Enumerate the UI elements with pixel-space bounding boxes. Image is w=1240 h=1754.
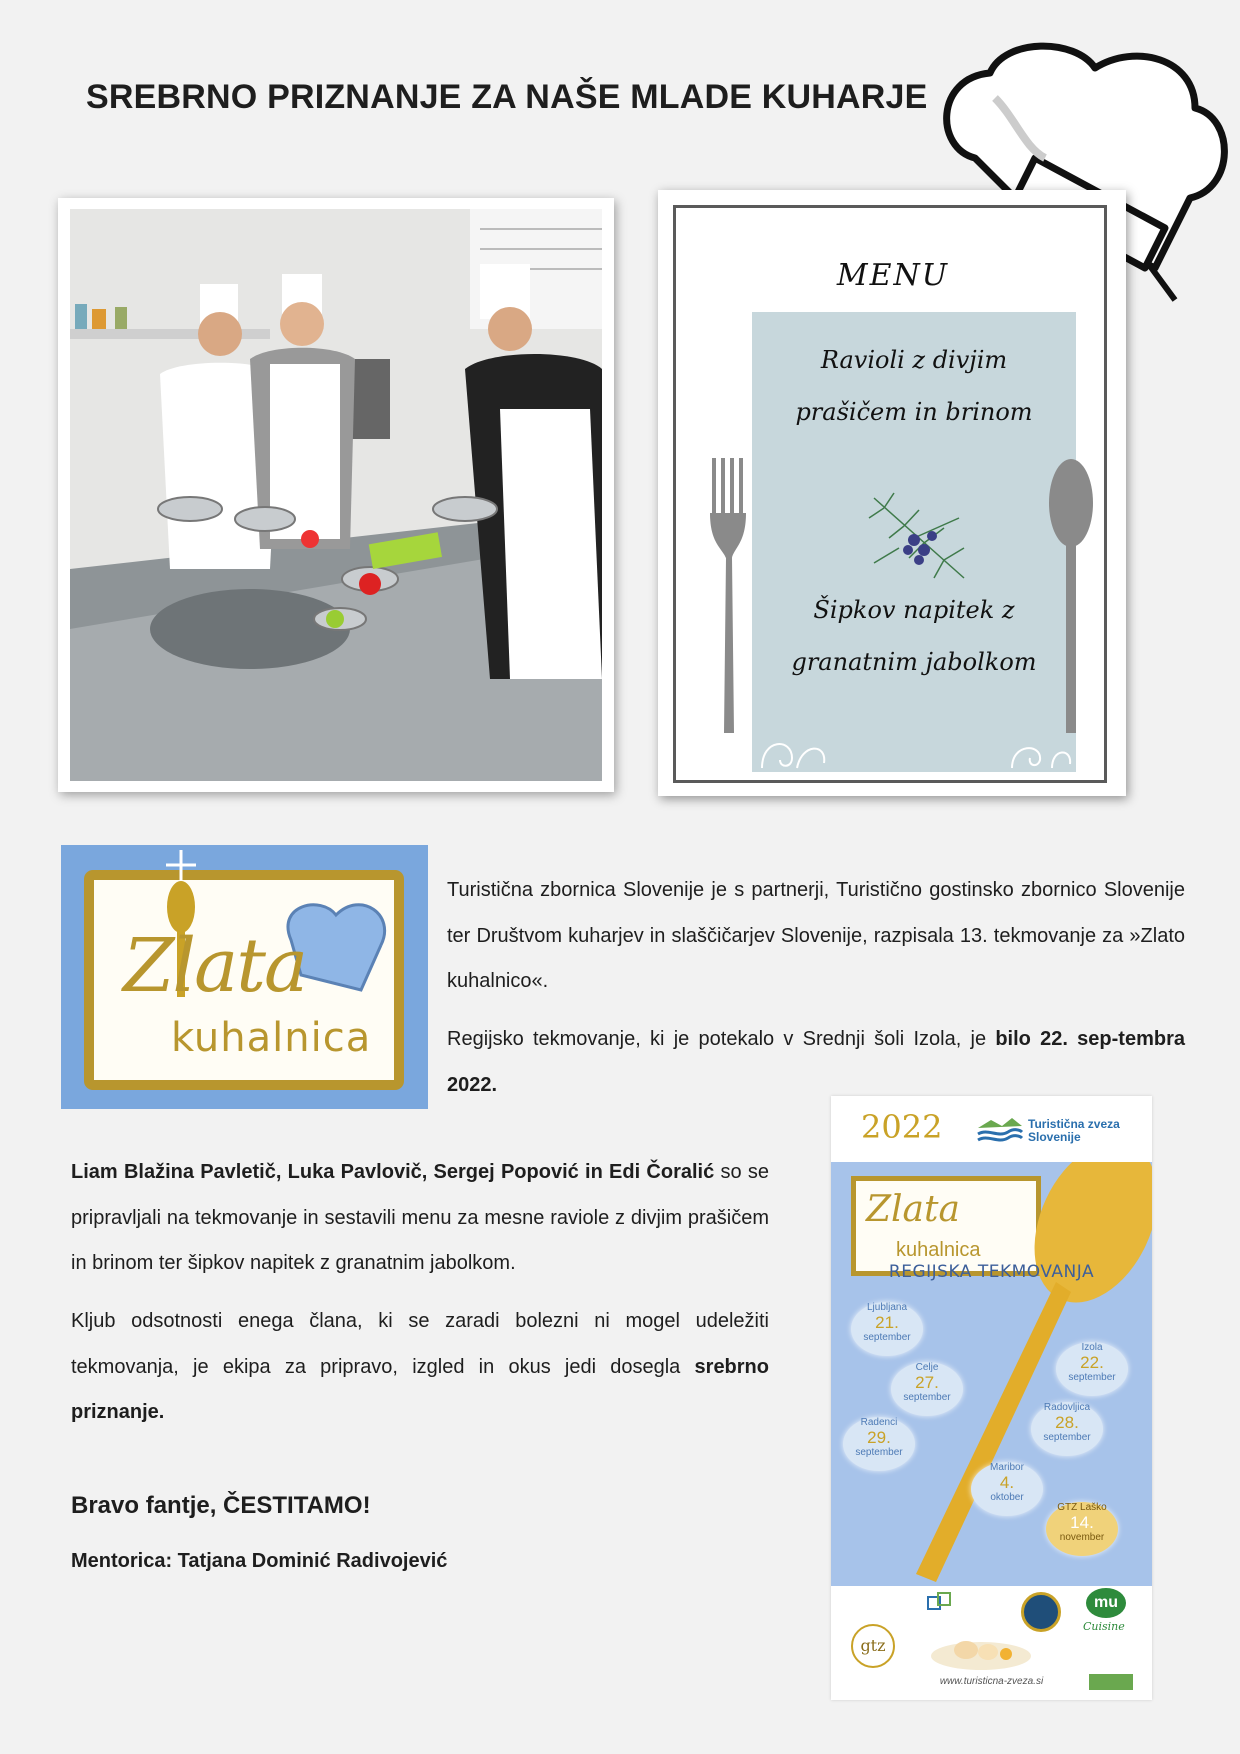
event-day: 21. (875, 1313, 899, 1332)
event-place: Maribor (990, 1462, 1024, 1473)
team-names: Liam Blažina Pavletič, Luka Pavlovič, Sergej Popović in Edi Čoralić (71, 1161, 715, 1183)
event-ljubljana (851, 1302, 923, 1356)
event-place: GTZ Laško (1057, 1502, 1107, 1513)
event-celje (891, 1362, 963, 1416)
event-day: 14. (1070, 1513, 1094, 1532)
spoon-icon (1046, 458, 1096, 738)
logo-word-kuhalnica: kuhalnica (171, 1015, 372, 1061)
event-day: 4. (999, 1473, 1015, 1492)
competition-date: bilo 22. sep-tembra 2022. (447, 1028, 1185, 1096)
tz-slovenije-logo (976, 1114, 1146, 1148)
gtz-logo: gtz (851, 1624, 895, 1668)
menu-panel (752, 312, 1076, 772)
team-paragraph-2-text: Kljub odsotnosti enega člana, ki se zaradi bolezni ni mogel udeležiti tekmovanja, je ekipa za pripravo, izgled in okus jedi dosegla (71, 1310, 769, 1378)
dish-1-line-2: prašičem in brinom (795, 398, 1033, 426)
menu-swirl-decoration (752, 728, 1076, 772)
eggs-flour-illustration (926, 1626, 1036, 1672)
tz-wave-icon (976, 1116, 1024, 1144)
poster-blue-panel (831, 1162, 1152, 1586)
mu-logo: mu (1086, 1588, 1126, 1618)
poster-logo-kuhalnica: kuhalnica (896, 1239, 981, 1261)
event-place: Ljubljana (866, 1302, 908, 1313)
event-month: september (855, 1447, 903, 1458)
zlata-kuhalnica-logo (61, 845, 428, 1109)
event-place: Izola (1081, 1342, 1103, 1353)
event-lasko (1046, 1502, 1118, 1556)
intro-paragraph-2-text: Regijsko tekmovanje, ki je potekalo v Srednji šoli Izola, je (447, 1028, 996, 1050)
event-day: 28. (1055, 1413, 1079, 1432)
fork-icon (708, 458, 750, 738)
event-month: september (903, 1392, 951, 1403)
regional-competitions-title: REGIJSKA TEKMOVANJA (888, 1262, 1095, 1282)
event-day: 27. (915, 1373, 939, 1392)
event-izola (1056, 1342, 1128, 1396)
competition-poster (831, 1096, 1152, 1700)
tz-name-line-2: Slovenije (1028, 1130, 1081, 1144)
menu-border (673, 205, 1107, 783)
team-paragraph-1 (71, 1150, 769, 1287)
event-place: Celje (915, 1362, 939, 1373)
dish-1-line-1: Ravioli z divjim (820, 346, 1008, 374)
event-day: 22. (1080, 1353, 1104, 1372)
menu-card (658, 190, 1126, 796)
dish-2-line-1: Šipkov napitek z (813, 596, 1015, 624)
team-photo (70, 209, 602, 781)
mu-logo-subtitle: Cuisine (1083, 1620, 1125, 1633)
i-feel-slovenia-badge (1089, 1674, 1133, 1690)
intro-paragraph-2 (447, 1017, 1185, 1108)
menu-title: MENU (836, 258, 950, 293)
congratulations: Bravo fantje, ČESTITAMO! (71, 1492, 371, 1519)
event-month: november (1059, 1532, 1105, 1543)
dish-2-line-2: granatnim jabolkom (791, 648, 1037, 676)
event-month: september (1043, 1432, 1091, 1443)
event-day: 29. (867, 1428, 891, 1447)
logo-word-zlata: Zlata (123, 923, 307, 1009)
poster-logo-zlata: Zlata (866, 1189, 960, 1230)
award-text: srebrno priznanje. (71, 1355, 769, 1423)
event-maribor (971, 1462, 1043, 1516)
team-photo-frame (58, 198, 614, 792)
poster-url: www.turisticna-zveza.si (939, 1676, 1044, 1687)
event-place: Radenci (860, 1417, 898, 1428)
team-paragraph-1-text: so se pripravljali na tekmovanje in sestavili menu za mesne raviole z divjim prašičem in brinom ter šipkov napitek z granatnim jabolkom. (71, 1161, 769, 1274)
poster-year: 2022 (861, 1108, 943, 1146)
page-title: SREBRNO PRIZNANJE ZA NAŠE MLADE KUHARJE (86, 78, 928, 116)
team-paragraph-2 (71, 1299, 769, 1436)
intro-paragraph-1: Turistična zbornica Slovenije je s partnerji, Turistično gostinsko zbornico Slovenije ter Društvom kuharjev in slaščičarjev Slovenije, razpisala 13. tekmovanje za »Zlato kuhalnico«. (447, 879, 1185, 992)
event-month: september (863, 1332, 911, 1343)
event-place: Radovljica (1043, 1402, 1091, 1413)
mentor: Mentorica: Tatjana Dominić Radivojević (71, 1550, 448, 1572)
juniper-branch-icon (864, 488, 974, 588)
event-radenci (843, 1417, 915, 1471)
tgzs-logo-icon (926, 1591, 956, 1617)
event-month: september (1068, 1372, 1116, 1383)
tz-name-line-1: Turistična zveza (1028, 1117, 1120, 1131)
event-month: oktober (990, 1492, 1024, 1503)
event-radovljica (1031, 1402, 1103, 1456)
